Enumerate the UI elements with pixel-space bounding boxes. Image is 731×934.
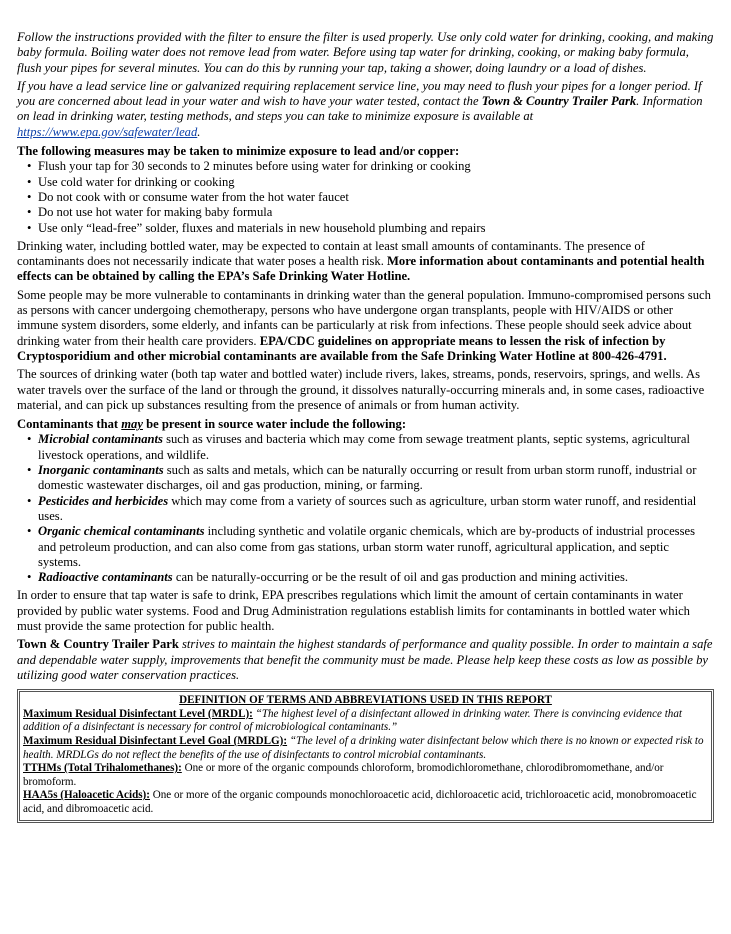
definition-text: One or more of the organic compounds chloroform, bromodichloromethane, chlorodibromomethane, and/or bromoform.	[23, 762, 664, 788]
definition-item	[23, 735, 708, 762]
contaminants-info-text: Drinking water, including bottled water, may be expected to contain at least small amounts of contaminants. The presence of contaminants does not necessarily indicate that water poses a health risk.	[17, 238, 645, 269]
definition-item	[23, 762, 708, 789]
list-item-text: Use only “lead-free” solder, fluxes and materials in new household plumbing and repairs	[38, 220, 486, 235]
vulnerable-populations-paragraph	[17, 288, 714, 364]
system-name: Town & Country Trailer Park	[481, 94, 637, 109]
contaminant-description: such as salts and metals, which can be naturally occurring or result from urban storm runoff, industrial or domestic wastewater discharges, oil and gas production, mining, or farming.	[38, 463, 697, 493]
water-sources-paragraph: The sources of drinking water (both tap water and bottled water) include rivers, lakes, streams, ponds, reservoirs, springs, and wells. As water travels over the surface of the land or through the ground, it dissolves naturally-occurring minerals and, in some cases, radioactive material, and can pick up substances resulting from the presence of animals or from human activity.	[17, 367, 705, 412]
source-contaminants-list	[17, 432, 714, 585]
lead-paragraph-text: If you have a lead service line or galvanized requiring replacement service line, you may need to flush your pipes for a longer period. If you are concerned about lead in your water and wish to have your water tested, contact the	[17, 78, 702, 109]
bullet-icon: •	[27, 159, 32, 174]
list-item-text: Do not cook with or consume water from the hot water faucet	[38, 189, 349, 204]
epa-lead-link[interactable]: https://www.epa.gov/safewater/lead	[17, 124, 198, 139]
lead-paragraph-text-2: . Information on lead in drinking water, testing methods, and steps you can take to minimize exposure is available at	[17, 94, 703, 124]
list-item	[17, 524, 714, 570]
contaminant-term: Microbial contaminants	[38, 432, 163, 447]
system-name: Town & Country Trailer Park	[17, 637, 179, 652]
contaminant-description: such as viruses and bacteria which may come from sewage treatment plants, septic systems, agricultural livestock operations, and wildlife.	[38, 432, 690, 462]
bullet-icon: •	[27, 432, 32, 447]
contaminant-description: which may come from a variety of sources such as agriculture, urban storm water runoff, and residential uses.	[38, 493, 697, 523]
vulnerable-text: Some people may be more vulnerable to contaminants in drinking water than the general population. Immuno-compromised persons such as persons with cancer undergoing chemotherapy, persons who have undergone organ transplants, people with HIV/AIDS or other immune system disorders, some elderly, and infants can be particularly at risk from infections. These people should seek advice about drinking water from their health care providers.	[17, 287, 711, 348]
heading-text-2: be present in source water include the following:	[142, 417, 407, 432]
definition-text: “The level of a drinking water disinfectant below which there is no known or expected risk to health. MRDLGs do not reflect the benefits of the use of disinfectants to control microbial contaminants.	[23, 734, 704, 761]
bullet-icon: •	[27, 570, 32, 585]
bullet-icon: •	[27, 189, 32, 204]
list-item	[17, 221, 714, 236]
bullet-icon: •	[27, 463, 32, 478]
filter-instructions-paragraph: Follow the instructions provided with the filter to ensure the filter is used properly. Use only cold water for drinking, cooking, and making baby formula. Boiling water does not remove lead from water. Before using tap water for drinking, cooking, or making baby formula, flush your pipes for several minutes. You can do this by running your tap, taking a shower, doing laundry or a load of dishes.	[17, 30, 714, 75]
heading-emphasis: may	[121, 417, 143, 432]
lead-service-line-paragraph	[17, 79, 714, 140]
regulations-paragraph: In order to ensure that tap water is safe to drink, EPA prescribes regulations which limit the amount of certain contaminants in water provided by public water systems. Food and Drug Administration regulations establish limits for contaminants in bottled water which must provide the same protection for public health.	[17, 588, 690, 633]
list-item	[17, 175, 714, 190]
contaminant-description: can be naturally-occurring or be the result of oil and gas production and mining activities.	[172, 570, 629, 585]
closing-paragraph	[17, 637, 714, 683]
heading-text: Contaminants that	[17, 417, 122, 432]
hotline-info-text: More information about contaminants and potential health effects can be obtained by calling the EPA’s Safe Drinking Water Hotline.	[17, 254, 705, 284]
list-item-text: Do not use hot water for making baby formula	[38, 205, 273, 220]
source-contaminants-heading	[17, 417, 714, 432]
list-item	[17, 494, 714, 525]
bullet-icon: •	[27, 524, 32, 539]
list-item	[17, 432, 714, 463]
contaminant-term: Organic chemical contaminants	[38, 524, 205, 539]
definition-term: Maximum Residual Disinfectant Level Goal (MRDLG):	[23, 734, 288, 747]
list-item	[17, 190, 714, 205]
bullet-icon: •	[27, 220, 32, 235]
definition-term: HAA5s (Haloacetic Acids):	[23, 789, 150, 802]
definitions-title: DEFINITION OF TERMS AND ABBREVIATIONS USED IN THIS REPORT	[179, 694, 552, 707]
list-item	[17, 205, 714, 220]
contaminant-description: including synthetic and volatile organic chemicals, which are by-products of industrial processes and petroleum production, and can also come from gas stations, urban storm water runoff, agricultural application, and septic systems.	[38, 524, 695, 569]
contaminant-term: Radioactive contaminants	[38, 570, 173, 585]
list-item-text: Use cold water for drinking or cooking	[38, 174, 235, 189]
definitions-box	[17, 689, 714, 822]
definition-item	[23, 708, 708, 735]
closing-text: strives to maintain the highest standards of performance and quality possible. In order to maintain a safe and dependable water supply, improvements that benefit the community must be made. Please help keep these costs as low as possible by utilizing good water conservation practices.	[17, 637, 713, 682]
measures-heading: The following measures may be taken to minimize exposure to lead and/or copper:	[17, 144, 460, 159]
bullet-icon: •	[27, 205, 32, 220]
lead-paragraph-end: .	[197, 124, 201, 139]
definition-text: “The highest level of a disinfectant allowed in drinking water. There is convincing evidence that addition of a disinfectant is necessary for control of microbiological contaminants.”	[23, 707, 682, 734]
bullet-icon: •	[27, 493, 32, 508]
cdc-guidelines-text: EPA/CDC guidelines on appropriate means to lessen the risk of infection by Cryptosporidium and other microbial contaminants are available from the Safe Drinking Water Hotline at 800-426-4791.	[17, 333, 667, 363]
list-item	[17, 463, 714, 494]
list-item-text: Flush your tap for 30 seconds to 2 minutes before using water for drinking or cooking	[38, 159, 471, 174]
definition-term: Maximum Residual Disinfectant Level (MRDL):	[23, 707, 253, 720]
list-item	[17, 159, 714, 174]
measures-list	[17, 159, 714, 235]
definition-term: TTHMs (Total Trihalomethanes):	[23, 762, 182, 775]
contaminant-term: Inorganic contaminants	[38, 463, 164, 478]
contaminants-info-paragraph	[17, 239, 714, 285]
definition-text: One or more of the organic compounds monochloroacetic acid, dichloroacetic acid, trichloroacetic acid, monobromoacetic acid, and dibromoacetic acid.	[23, 789, 697, 815]
definition-item	[23, 789, 708, 816]
list-item	[17, 570, 714, 585]
contaminant-term: Pesticides and herbicides	[38, 493, 169, 508]
bullet-icon: •	[27, 174, 32, 189]
